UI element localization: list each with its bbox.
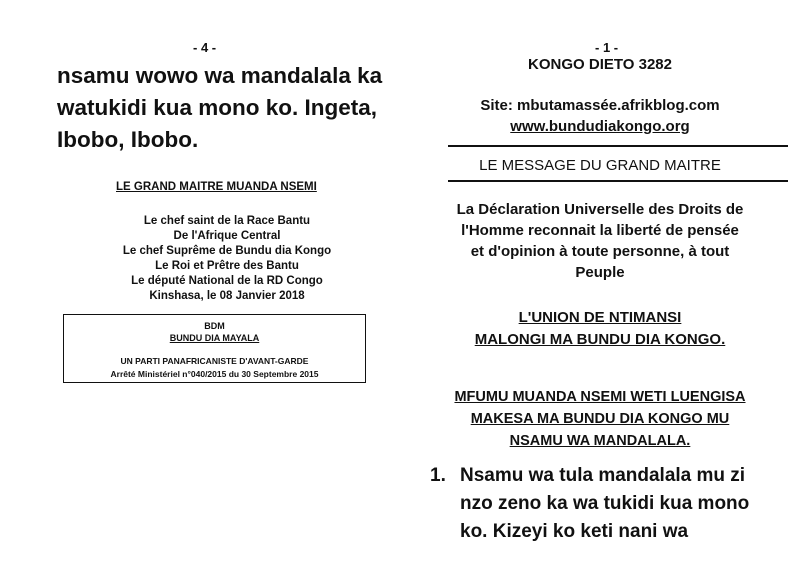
list-text	[460, 462, 749, 546]
signature-line: Le Roi et Prêtre des Bantu	[155, 260, 299, 272]
declaration-line: Peuple	[575, 264, 625, 281]
signature-block	[92, 214, 362, 304]
list-line: Nsamu wa tula mandalala mu zi	[460, 465, 746, 486]
document-title: KONGO DIETO 3282	[528, 56, 672, 73]
signature-line: Le chef Suprême de Bundu dia Kongo	[122, 245, 332, 257]
signature-date: Kinshasa, le 08 Janvier 2018	[149, 290, 305, 302]
declaration-text	[400, 199, 800, 283]
union-line: MALONGI MA BUNDU DIA KONGO.	[474, 331, 726, 348]
page-number: - 1 -	[595, 40, 619, 55]
declaration-line: l'Homme reconnait la liberté de pensée	[461, 222, 739, 239]
divider	[448, 145, 788, 147]
mfumu-line: MFUMU MUANDA NSEMI WETI LUENGISA	[454, 389, 746, 405]
body-line: Ibobo, Ibobo.	[57, 127, 199, 152]
list-number: 1.	[430, 465, 446, 486]
mfumu-line: MAKESA MA BUNDU DIA KONGO MU	[470, 411, 730, 427]
party-motto: UN PARTI PANAFRICANISTE D'AVANT-GARDE	[120, 356, 309, 366]
website-link[interactable]: www.bundudiakongo.org	[510, 118, 690, 135]
declaration-line: et d'opinion à toute personne, à tout	[470, 243, 730, 260]
body-line: nsamu wowo wa mandalala ka	[57, 63, 383, 88]
party-acronym: BDM	[204, 321, 225, 331]
divider	[448, 180, 788, 182]
message-heading: LE MESSAGE DU GRAND MAITRE	[479, 157, 721, 174]
page-number: - 4 -	[193, 40, 217, 55]
list-line: nzo zeno ka wa tukidi kua mono	[460, 493, 750, 514]
body-line: watukidi kua mono ko. Ingeta,	[57, 95, 378, 120]
list-line: ko. Kizeyi ko keti nani wa	[460, 521, 689, 542]
signature-line: Le chef saint de la Race Bantu	[143, 215, 311, 227]
signature-line: Le député National de la RD Congo	[131, 275, 323, 287]
mfumu-line: NSAMU WA MANDALALA.	[509, 433, 691, 449]
right-page	[400, 0, 800, 582]
party-box	[63, 314, 366, 383]
body-text	[57, 60, 387, 156]
site-line: Site: mbutamassée.afrikblog.com	[480, 97, 720, 114]
party-arrete: Arrêté Ministériel n°040/2015 du 30 Septembre 2015	[110, 369, 319, 379]
declaration-line: La Déclaration Universelle des Droits de	[456, 201, 744, 218]
signature-title: LE GRAND MAITRE MUANDA NSEMI	[116, 181, 317, 193]
party-name: BUNDU DIA MAYALA	[169, 333, 260, 343]
union-heading	[400, 307, 800, 351]
signature-line: De l'Afrique Central	[173, 230, 281, 242]
mfumu-heading	[400, 386, 800, 452]
union-line: L'UNION DE NTIMANSI	[518, 309, 682, 326]
